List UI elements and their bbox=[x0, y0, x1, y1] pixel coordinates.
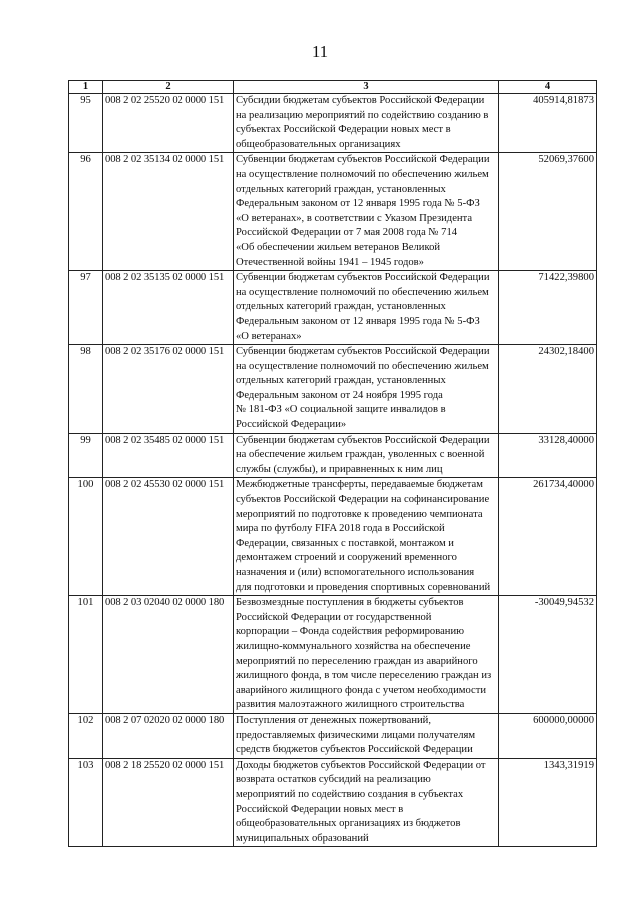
budget-classification-code: 008 2 18 25520 02 0000 151 bbox=[103, 758, 234, 847]
description-line: Доходы бюджетов субъектов Российской Федерации от bbox=[236, 759, 486, 771]
description-line: субъектах Российской Федерации новых мест в bbox=[236, 124, 451, 136]
description-line: средств бюджетов субъектов Российской Федерации bbox=[236, 744, 473, 756]
budget-classification-code: 008 2 02 45530 02 0000 151 bbox=[103, 478, 234, 596]
description-line: жилищно-коммунального хозяйства на обеспечение bbox=[236, 640, 471, 652]
row-number: 97 bbox=[69, 271, 103, 345]
revenue-description bbox=[234, 94, 499, 153]
table-row bbox=[69, 596, 597, 714]
table-row bbox=[69, 271, 597, 345]
description-line: назначения и (или) вспомогательного использования bbox=[236, 567, 475, 578]
budget-classification-code: 008 2 02 35485 02 0000 151 bbox=[103, 433, 234, 478]
description-line: мира по футболу FIFA 2018 года в Российской bbox=[236, 523, 445, 535]
description-line: на осуществление полномочий по обеспечению жильем bbox=[236, 168, 489, 180]
header-col-2: 2 bbox=[103, 81, 234, 94]
revenue-description bbox=[234, 713, 499, 758]
row-number: 99 bbox=[69, 433, 103, 478]
description-line: Федеральным законом от 12 января 1995 года № 5-ФЗ bbox=[236, 198, 480, 210]
budget-classification-code: 008 2 02 25520 02 0000 151 bbox=[103, 94, 234, 153]
table-row bbox=[69, 758, 597, 847]
description-line: Субвенции бюджетам субъектов Российской Федерации bbox=[236, 272, 490, 284]
description-line: отдельных категорий граждан, установленных bbox=[236, 301, 446, 313]
description-line: Субвенции бюджетам субъектов Российской Федерации bbox=[236, 434, 490, 446]
row-number: 98 bbox=[69, 345, 103, 434]
page-number: 11 bbox=[311, 42, 329, 61]
amount-cell: 405914,81873 bbox=[499, 94, 597, 153]
description-line: Российской Федерации» bbox=[236, 419, 347, 431]
budget-classification-code: 008 2 02 35134 02 0000 151 bbox=[103, 153, 234, 271]
row-number: 96 bbox=[69, 153, 103, 271]
row-number: 100 bbox=[69, 478, 103, 596]
table-row bbox=[69, 153, 597, 271]
amount-cell: -30049,94532 bbox=[499, 596, 597, 714]
description-line: развития малоэтажного жилищного строительства bbox=[236, 699, 465, 711]
description-line: службы (службы), и приравненных к ним лиц bbox=[236, 463, 443, 475]
revenue-description bbox=[234, 271, 499, 345]
revenue-description bbox=[234, 596, 499, 714]
header-col-4: 4 bbox=[499, 81, 597, 94]
description-line: Субсидии бюджетам субъектов Российской Федерации bbox=[236, 95, 485, 106]
table-row bbox=[69, 345, 597, 434]
budget-classification-code: 008 2 03 02040 02 0000 180 bbox=[103, 596, 234, 714]
budget-classification-code: 008 2 02 35135 02 0000 151 bbox=[103, 271, 234, 345]
table-row bbox=[69, 94, 597, 153]
table-header-row bbox=[69, 81, 597, 94]
description-line: Федеральным законом от 24 ноября 1995 года bbox=[236, 389, 443, 401]
description-line: общеобразовательных организациях bbox=[236, 138, 401, 150]
description-line: Федерации, связанных с поставкой, монтажом и bbox=[236, 537, 454, 549]
description-line: Межбюджетные трансферты, передаваемые бюджетам bbox=[236, 479, 483, 491]
description-line: общеобразовательных организациях из бюджетов bbox=[236, 818, 461, 830]
description-line: Российской Федерации от государственной bbox=[236, 611, 432, 623]
description-line: Отечественной войны 1941 – 1945 годов» bbox=[236, 256, 424, 268]
description-line: «О ветеранах», в соответствии с Указом Президента bbox=[236, 212, 473, 224]
revenue-description bbox=[234, 153, 499, 271]
description-line: Поступления от денежных пожертвований, bbox=[236, 714, 431, 726]
description-line: предоставляемых физическими лицами получателям bbox=[236, 729, 476, 741]
description-line: мероприятий по подготовке к проведению чемпионата bbox=[236, 508, 483, 520]
amount-cell: 24302,18400 bbox=[499, 345, 597, 434]
row-number: 102 bbox=[69, 713, 103, 758]
table-row bbox=[69, 433, 597, 478]
description-line: Безвозмездные поступления в бюджеты субъектов bbox=[236, 597, 464, 609]
description-line: муниципальных образований bbox=[236, 832, 369, 844]
description-line: Российской Федерации от 7 мая 2008 года № 714 bbox=[236, 227, 458, 239]
row-number: 95 bbox=[69, 94, 103, 153]
description-line: № 181-ФЗ «О социальной защите инвалидов в bbox=[236, 404, 446, 416]
amount-cell: 600000,00000 bbox=[499, 713, 597, 758]
table-row bbox=[69, 478, 597, 596]
description-line: мероприятий по содействию создания в субъектах bbox=[236, 788, 464, 800]
amount-cell: 52069,37600 bbox=[499, 153, 597, 271]
description-line: «Об обеспечении жильем ветеранов Великой bbox=[236, 241, 441, 253]
description-line: на осуществление полномочий по обеспечению жильем bbox=[236, 360, 489, 372]
amount-cell: 33128,40000 bbox=[499, 433, 597, 478]
description-line: отдельных категорий граждан, установленных bbox=[236, 183, 446, 195]
description-line: возврата остатков субсидий на реализацию bbox=[236, 774, 431, 786]
description-line: на обеспечение жильем граждан, уволенных с военной bbox=[236, 449, 485, 461]
row-number: 103 bbox=[69, 758, 103, 847]
description-line: мероприятий по переселению граждан из аварийного bbox=[236, 655, 478, 667]
description-line: отдельных категорий граждан, установленных bbox=[236, 375, 446, 387]
description-line: аварийного жилищного фонда с учетом необходимости bbox=[236, 684, 487, 696]
description-line: Федеральным законом от 12 января 1995 года № 5-ФЗ bbox=[236, 315, 480, 327]
description-line: для подготовки и проведения спортивных соревнований bbox=[236, 581, 491, 593]
description-line: на осуществление полномочий по обеспечению жильем bbox=[236, 286, 489, 298]
row-number: 101 bbox=[69, 596, 103, 714]
amount-cell: 261734,40000 bbox=[499, 478, 597, 596]
description-line: «О ветеранах» bbox=[236, 330, 302, 342]
description-line: Субвенции бюджетам субъектов Российской Федерации bbox=[236, 346, 490, 358]
header-col-3: 3 bbox=[234, 81, 499, 94]
budget-classification-code: 008 2 02 35176 02 0000 151 bbox=[103, 345, 234, 434]
header-col-1: 1 bbox=[69, 81, 103, 94]
revenue-table bbox=[68, 80, 597, 847]
table-body bbox=[69, 94, 597, 847]
description-line: демонтажем строений и сооружений временного bbox=[236, 552, 457, 564]
amount-cell: 1343,31919 bbox=[499, 758, 597, 847]
revenue-description bbox=[234, 345, 499, 434]
description-line: жилищного фонда, в том числе переселению граждан из bbox=[236, 670, 492, 682]
amount-cell: 71422,39800 bbox=[499, 271, 597, 345]
description-line: корпорации – Фонда содействия реформированию bbox=[236, 626, 465, 638]
revenue-description bbox=[234, 758, 499, 847]
description-line: Российской Федерации новых мест в bbox=[236, 803, 404, 815]
description-line: на реализацию мероприятий по содействию созданию в bbox=[236, 109, 489, 121]
description-line: Субвенции бюджетам субъектов Российской Федерации bbox=[236, 154, 490, 166]
table-row bbox=[69, 713, 597, 758]
description-line: субъектов Российской Федерации на софинансирование bbox=[236, 494, 490, 506]
revenue-description bbox=[234, 478, 499, 596]
revenue-description bbox=[234, 433, 499, 478]
budget-classification-code: 008 2 07 02020 02 0000 180 bbox=[103, 713, 234, 758]
